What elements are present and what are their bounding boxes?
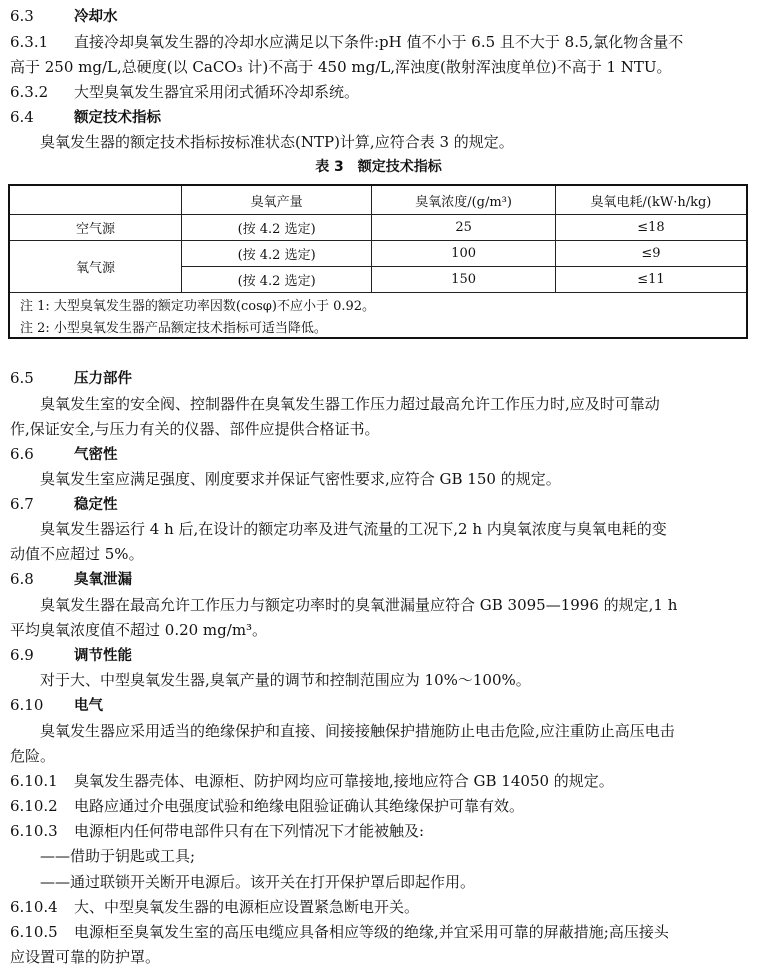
section-6-5-line2: 作,保证安全,与压力有关的仪器、部件应提供合格证书。 [10,420,380,438]
paragraph-text: 大型臭氧发生器宜采用闭式循环冷却系统。 [74,83,360,101]
section-title: 臭氧泄漏 [74,572,132,588]
table-note-row [9,315,747,338]
section-6-8-line1: 臭氧发生器在最高允许工作压力与额定功率时的臭氧泄漏量应符合 GB 3095—1996 的规定,1 h [40,596,678,614]
source-cell: 空气源 [9,215,181,241]
header-cell: 臭氧浓度/(g/m³) [372,185,556,215]
concentration-cell: 100 [372,241,556,267]
power-cell: ≤18 [555,215,747,241]
section-6-7-heading [10,494,749,515]
section-number: 6.10.4 [10,898,58,916]
section-6-10-2 [10,796,749,816]
section-6-10-4 [10,897,749,917]
table-note-row [9,293,747,316]
paragraph-text: 大、中型臭氧发生器的电源柜应设置紧急断电开关。 [74,898,420,916]
source-cell: 氧气源 [9,241,181,293]
section-number: 6.3.2 [10,83,49,101]
section-6-3-1-line2: 高于 250 mg/L,总硬度(以 CaCO₃ 计)不高于 450 mg/L,浑浊度(散射浑浊度单位)不高于 1 NTU。 [10,58,672,76]
section-6-10-5-line2: 应设置可靠的防护罩。 [10,948,161,966]
paragraph-text: 电路应通过介电强度试验和绝缘电阻验证确认其绝缘保护可靠有效。 [74,797,525,815]
section-6-10-1 [10,771,749,791]
table-row [9,215,747,241]
power-cell: ≤11 [555,267,747,293]
section-number: 6.10.2 [10,797,58,815]
header-cell [9,185,181,215]
output-cell: (按 4.2 选定) [181,215,371,241]
section-6-3-2 [10,82,749,102]
section-6-6-heading [10,444,749,465]
section-6-4-heading [10,107,749,128]
section-number: 6.10 [10,696,44,714]
section-number: 6.10.5 [10,923,58,941]
section-6-5-line1: 臭氧发生室的安全阀、控制器件在臭氧发生器工作压力超过最高允许工作压力时,应及时可靠动 [40,395,660,413]
section-number: 6.5 [10,369,34,387]
section-number: 6.4 [10,108,34,126]
section-6-9-heading [10,645,749,666]
section-number: 6.10.3 [10,822,58,840]
concentration-cell: 150 [372,267,556,293]
output-cell: (按 4.2 选定) [181,241,371,267]
table-row [9,241,747,267]
paragraph-text: 直接冷却臭氧发生器的冷却水应满足以下条件:pH 值不小于 6.5 且不大于 8.5,氯化物含量不 [74,33,684,51]
section-number: 6.3.1 [10,33,49,51]
rated-specs-table [8,184,748,339]
section-6-8-heading [10,569,749,590]
table-header-row [9,185,747,215]
section-number: 6.9 [10,646,34,664]
section-number: 6.3 [10,7,34,25]
section-title: 额定技术指标 [74,110,161,126]
table-note-1: 注 1: 大型臭氧发生器的额定功率因数(cosφ)不应小于 0.92。 [9,293,747,316]
list-item: ——通过联锁开关断开电源后。该开关在打开保护罩后即起作用。 [40,873,476,891]
section-6-10-5-line1 [10,922,749,942]
table-caption: 表 3 额定技术指标 [315,159,442,175]
header-cell: 臭氧产量 [181,185,371,215]
section-6-5-heading [10,368,749,389]
section-6-3-heading [10,6,749,27]
header-cell: 臭氧电耗/(kW·h/kg) [555,185,747,215]
section-number: 6.8 [10,570,34,588]
section-6-4-text: 臭氧发生器的额定技术指标按标准状态(NTP)计算,应符合表 3 的规定。 [40,133,514,151]
paragraph-text: 电源柜至臭氧发生室的高压电缆应具备相应等级的绝缘,并宜采用可靠的屏蔽措施;高压接头 [74,923,669,941]
section-title: 调节性能 [74,648,132,664]
paragraph-text: 臭氧发生器壳体、电源柜、防护网均应可靠接地,接地应符合 GB 14050 的规定。 [74,772,614,790]
section-title: 压力部件 [74,371,132,387]
table-note-2: 注 2: 小型臭氧发生器产品额定技术指标可适当降低。 [9,315,747,338]
section-6-6-text: 臭氧发生室应满足强度、刚度要求并保证气密性要求,应符合 GB 150 的规定。 [40,470,561,488]
section-6-10-line1: 臭氧发生器应采用适当的绝缘保护和直接、间接接触保护措施防止电击危险,应注重防止高压电击 [40,722,675,740]
section-title: 稳定性 [74,497,118,513]
section-title: 气密性 [74,447,118,463]
list-item: ——借助于钥匙或工具; [40,847,196,865]
section-number: 6.7 [10,495,34,513]
section-6-10-3 [10,821,749,841]
section-6-3-1-line1 [10,32,749,52]
section-6-9-text: 对于大、中型臭氧发生器,臭氧产量的调节和控制范围应为 10%～100%。 [40,671,531,689]
section-number: 6.6 [10,445,34,463]
output-cell: (按 4.2 选定) [181,267,371,293]
paragraph-text: 电源柜内任何带电部件只有在下列情况下才能被触及: [74,822,425,840]
section-6-10-heading [10,695,749,716]
section-title: 电气 [74,698,103,714]
section-6-7-line2: 动值不应超过 5%。 [10,545,144,563]
section-6-10-line2: 危险。 [10,747,56,765]
section-title: 冷却水 [74,9,118,25]
power-cell: ≤9 [555,241,747,267]
section-6-8-line2: 平均臭氧浓度值不超过 0.20 mg/m³。 [10,621,268,639]
concentration-cell: 25 [372,215,556,241]
section-number: 6.10.1 [10,772,58,790]
section-6-7-line1: 臭氧发生器运行 4 h 后,在设计的额定功率及进气流量的工况下,2 h 内臭氧浓度与臭氧电耗的变 [40,520,667,538]
